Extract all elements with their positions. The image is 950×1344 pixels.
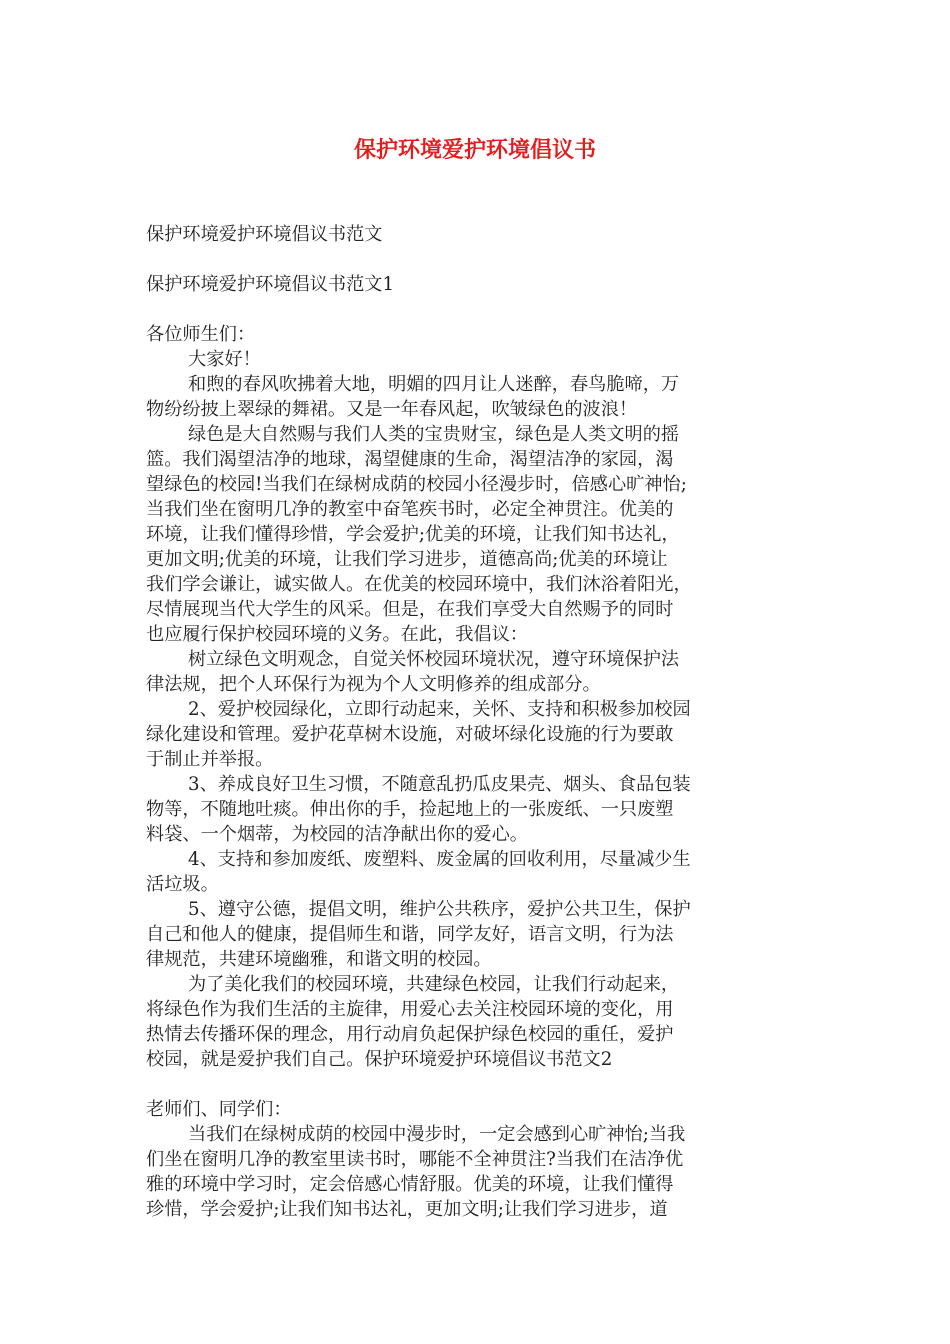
text-line: 老师们、同学们：: [146, 1099, 292, 1120]
text-line: 绿色是大自然赐与我们人类的宝贵财宝，绿色是人类文明的摇: [188, 424, 680, 445]
text-line: 和煦的春风吹拂着大地，明媚的四月让人迷醉，春鸟脆啼，万: [188, 374, 680, 395]
text-line: 保护环境爱护环境倡议书范文: [146, 224, 383, 245]
text-line: 当我们坐在窗明几净的教室中奋笔疾书时，必定全神贯注。优美的: [146, 499, 674, 520]
text-line: 物纷纷披上翠绿的舞裙。又是一年春风起，吹皱绿色的波浪！: [146, 399, 638, 420]
text-line: 热情去传播环保的理念，用行动肩负起保护绿色校园的重任，爱护: [146, 1024, 674, 1045]
page-title: 保护环境爱护环境倡议书: [353, 138, 596, 163]
text-line: 2、爱护校园绿化，立即行动起来，关怀、支持和积极参加校园: [188, 699, 691, 720]
text-line: 更加文明;优美的环境，让我们学习进步，道德高尚;优美的环境让: [146, 549, 668, 570]
text-line: 大家好！: [188, 349, 261, 370]
text-line: 绿化建设和管理。爱护花草树木设施，对破坏绿化设施的行为要敢: [146, 724, 674, 745]
text-line: 4、支持和参加废纸、废塑料、废金属的回收利用，尽量减少生: [188, 849, 691, 870]
text-line: 各位师生们：: [146, 324, 256, 345]
text-line: 雅的环境中学习时，定会倍感心情舒服。优美的环境，让我们懂得: [146, 1174, 674, 1195]
text-line: 珍惜，学会爱护;让我们知书达礼，更加文明;让我们学习进步，道: [146, 1199, 668, 1220]
text-line: 们坐在窗明几净的教室里读书时，哪能不全神贯注?当我们在洁净优: [146, 1149, 684, 1170]
text-line: 篮。我们渴望洁净的地球，渴望健康的生命，渴望洁净的家园，渴: [146, 449, 674, 470]
text-line: 料袋、一个烟蒂，为校园的洁净献出你的爱心。: [146, 824, 528, 845]
text-line: 环境，让我们懂得珍惜，学会爱护;优美的环境，让我们知书达礼，: [146, 524, 680, 545]
text-line: 将绿色作为我们生活的主旋律，用爱心去关注校园环境的变化，用: [146, 999, 674, 1020]
text-line: 校园，就是爱护我们自己。保护环境爱护环境倡议书范文2: [146, 1049, 613, 1070]
text-line: 物等，不随地吐痰。伸出你的手，捡起地上的一张废纸、一只废塑: [146, 799, 674, 820]
text-line: 为了美化我们的校园环境，共建绿色校园，让我们行动起来，: [188, 974, 680, 995]
text-line: 我们学会谦让，诚实做人。在优美的校园环境中，我们沐浴着阳光，: [146, 574, 692, 595]
text-line: 树立绿色文明观念，自觉关怀校园环境状况，遵守环境保护法: [188, 649, 680, 670]
text-line: 尽情展现当代大学生的风采。但是，在我们享受大自然赐予的同时: [146, 599, 674, 620]
document-body: [146, 222, 808, 1222]
text-line: 于制止并举报。: [146, 749, 274, 770]
text-line: 律规范，共建环境幽雅，和谐文明的校园。: [146, 949, 492, 970]
text-line: 当我们在绿树成荫的校园中漫步时，一定会感到心旷神怡;当我: [188, 1124, 686, 1145]
text-line: 3、养成良好卫生习惯，不随意乱扔瓜皮果壳、烟头、食品包装: [188, 774, 691, 795]
text-line: 自己和他人的健康，提倡师生和谐，同学友好，语言文明，行为法: [146, 924, 674, 945]
text-line: 活垃圾。: [146, 874, 219, 895]
text-line: 5、遵守公德，提倡文明，维护公共秩序，爱护公共卫生，保护: [188, 899, 691, 920]
text-line: 保护环境爱护环境倡议书范文1: [146, 274, 395, 295]
text-line: 律法规，把个人环保行为视为个人文明修养的组成部分。: [146, 674, 601, 695]
text-line: 望绿色的校园!当我们在绿树成荫的校园小径漫步时，倍感心旷神怡;: [146, 474, 687, 495]
text-line: 也应履行保护校园环境的义务。在此，我倡议：: [146, 624, 528, 645]
